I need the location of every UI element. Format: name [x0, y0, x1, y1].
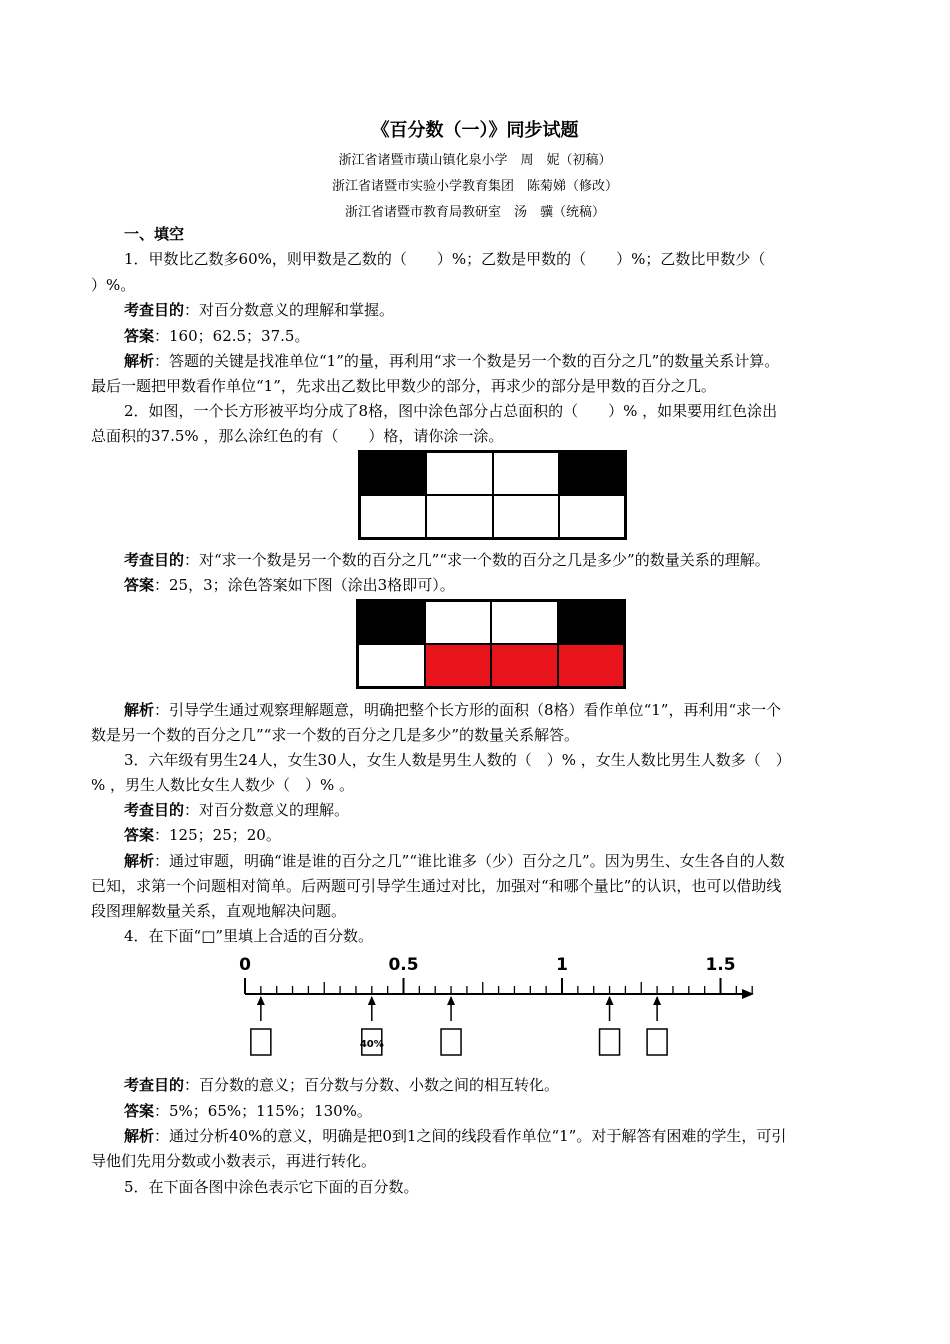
- purpose-label: 考查目的: [124, 1076, 185, 1094]
- number-line-svg: [236, 948, 766, 1063]
- answer-grid-cell-3: [491, 601, 558, 644]
- tick-label-1.5: 1.5: [705, 955, 736, 975]
- q2-purpose-text: ：对“求一个数是另一个数的百分之几”“求一个数的百分之几是多少”的数量关系的理解。: [184, 551, 770, 569]
- byline-author-2: 浙江省诸暨市实验小学教育集团 陈菊娣（修改）: [331, 179, 618, 194]
- question-grid-cell-8: [559, 495, 625, 538]
- analysis-label: 解析: [124, 701, 155, 719]
- answer-box-text-2: 40%: [359, 1039, 384, 1050]
- q3-purpose-text: ：对百分数意义的理解。: [184, 801, 350, 819]
- pointer-arrowhead-1: [257, 996, 265, 1005]
- doc-title: 《百分数（一）》同步试题: [371, 120, 579, 141]
- pointer-arrowhead-4: [606, 996, 614, 1005]
- rectangle-grid-question: [358, 450, 627, 540]
- tick-label-0.5: 0.5: [388, 955, 419, 975]
- question-grid-cell-5: [360, 495, 426, 538]
- q4-text: 4．在下面“□”里填上合适的百分数。: [124, 927, 374, 945]
- purpose-label: 考查目的: [124, 551, 185, 569]
- answer-grid-cell-1: [358, 601, 425, 644]
- q3-analysis-line1: [124, 848, 861, 874]
- q1-purpose-text: ：对百分数意义的理解和掌握。: [184, 301, 395, 319]
- question-grid-cell-4: [559, 452, 625, 495]
- q2-answer-text: ：25，3；涂色答案如下图（涂出3格即可）。: [154, 576, 455, 594]
- q4-analysis-line2: 导他们先用分数或小数表示，再进行转化。: [91, 1152, 377, 1170]
- answer-grid-cell-6: [425, 644, 492, 687]
- question-grid-cell-6: [426, 495, 492, 538]
- q5-text: 5．在下面各图中涂色表示它下面的百分数。: [124, 1178, 419, 1196]
- number-line-figure: [236, 948, 766, 1063]
- q3-answer-text: ：125；25；20。: [154, 826, 281, 844]
- q3-analysis-line2: 已知，求第一个问题相对简单。后两题可引导学生通过对比，加强对“和哪个量比”的认识，也可以借助线: [91, 877, 782, 895]
- q3-text-line2: % ，男生人数比女生人数少（ ）% 。: [91, 776, 355, 794]
- q2-purpose: [124, 547, 861, 573]
- rectangle-grid-answer: [356, 599, 626, 689]
- q4-analysis-line1: [124, 1123, 861, 1149]
- q2-analysis-text: ：引导学生通过观察理解题意，明确把整个长方形的面积（8格）看作单位“1”，再利用“求一个: [154, 701, 782, 719]
- q4-purpose-text: ：百分数的意义；百分数与分数、小数之间的相互转化。: [184, 1076, 560, 1094]
- q1-text-line2: ）%。: [91, 276, 136, 294]
- analysis-label: 解析: [124, 1127, 155, 1145]
- answer-label: 答案: [124, 1102, 155, 1120]
- q1-purpose: [124, 297, 861, 323]
- q4-answer-text: ：5%；65%；115%；130%。: [154, 1102, 372, 1120]
- answer-grid-cell-8: [558, 644, 625, 687]
- answer-label: 答案: [124, 576, 155, 594]
- answer-grid-cell-7: [491, 644, 558, 687]
- q4-analysis-text: ：通过分析40%的意义，明确是把0到1之间的线段看作单位“1”。对于解答有困难的学生，可引: [154, 1127, 787, 1145]
- answer-label: 答案: [124, 826, 155, 844]
- q2-answer: [124, 572, 861, 598]
- answer-box-3: [441, 1029, 461, 1055]
- pointer-arrowhead-5: [653, 996, 661, 1005]
- q3-analysis-text: ：通过审题，明确“谁是谁的百分之几”“谁比谁多（少）百分之几”。因为男生、女生各自的人数: [154, 852, 785, 870]
- q2-analysis-line1: [124, 697, 861, 723]
- q4-purpose: [124, 1072, 861, 1098]
- answer-grid-cell-5: [358, 644, 425, 687]
- q1-text-line1: 1．甲数比乙数多60%，则甲数是乙数的（ ）%；乙数是甲数的（ ）%；乙数比甲数少（: [124, 250, 766, 268]
- q4-answer: [124, 1098, 861, 1124]
- answer-box-1: [251, 1029, 271, 1055]
- analysis-label: 解析: [124, 352, 155, 370]
- q1-answer: [124, 323, 861, 349]
- q2-text-line2: 总面积的37.5% ，那么涂红色的有（ ）格，请你涂一涂。: [91, 427, 504, 445]
- byline-author-1: 浙江省诸暨市璜山镇化泉小学 周 妮（初稿）: [338, 153, 612, 168]
- q1-analysis-line2: 最后一题把甲数看作单位“1”，先求出乙数比甲数少的部分，再求少的部分是甲数的百分之几。: [91, 377, 716, 395]
- answer-box-5: [647, 1029, 667, 1055]
- question-grid-cell-7: [493, 495, 559, 538]
- question-grid-cell-2: [426, 452, 492, 495]
- q2-analysis-line2: 数是另一个数的百分之几”“求一个数的百分之几是多少”的数量关系解答。: [91, 726, 580, 744]
- section-heading: 一、填空: [124, 225, 185, 243]
- tick-label-0: 0: [239, 955, 251, 975]
- question-grid-cell-1: [360, 452, 426, 495]
- byline-author-3: 浙江省诸暨市教育局教研室 汤 骥（统稿）: [344, 205, 605, 220]
- question-grid-cell-3: [493, 452, 559, 495]
- q3-answer: [124, 822, 861, 848]
- answer-grid-cell-2: [425, 601, 492, 644]
- q1-analysis-text: ：答题的关键是找准单位“1”的量，再利用“求一个数是另一个数的百分之几”的数量关系计算。: [154, 352, 780, 370]
- pointer-arrowhead-2: [368, 996, 376, 1005]
- q1-answer-text: ：160；62.5；37.5。: [154, 327, 310, 345]
- q3-text-line1: 3．六年级有男生24人，女生30人，女生人数是男生人数的（ ）% ，女生人数比男生人数多（ ）: [124, 751, 791, 769]
- pointer-arrowhead-3: [447, 996, 455, 1005]
- answer-grid-cell-4: [558, 601, 625, 644]
- q3-analysis-line3: 段图理解数量关系，直观地解决问题。: [91, 902, 347, 920]
- answer-label: 答案: [124, 327, 155, 345]
- tick-label-1: 1: [556, 955, 568, 975]
- purpose-label: 考查目的: [124, 801, 185, 819]
- analysis-label: 解析: [124, 852, 155, 870]
- q2-text-line1: 2．如图，一个长方形被平均分成了8格，图中涂色部分占总面积的（ ）% ，如果要用红色涂出: [124, 402, 778, 420]
- q3-purpose: [124, 797, 861, 823]
- q1-analysis-line1: [124, 348, 861, 374]
- answer-box-4: [600, 1029, 620, 1055]
- purpose-label: 考查目的: [124, 301, 185, 319]
